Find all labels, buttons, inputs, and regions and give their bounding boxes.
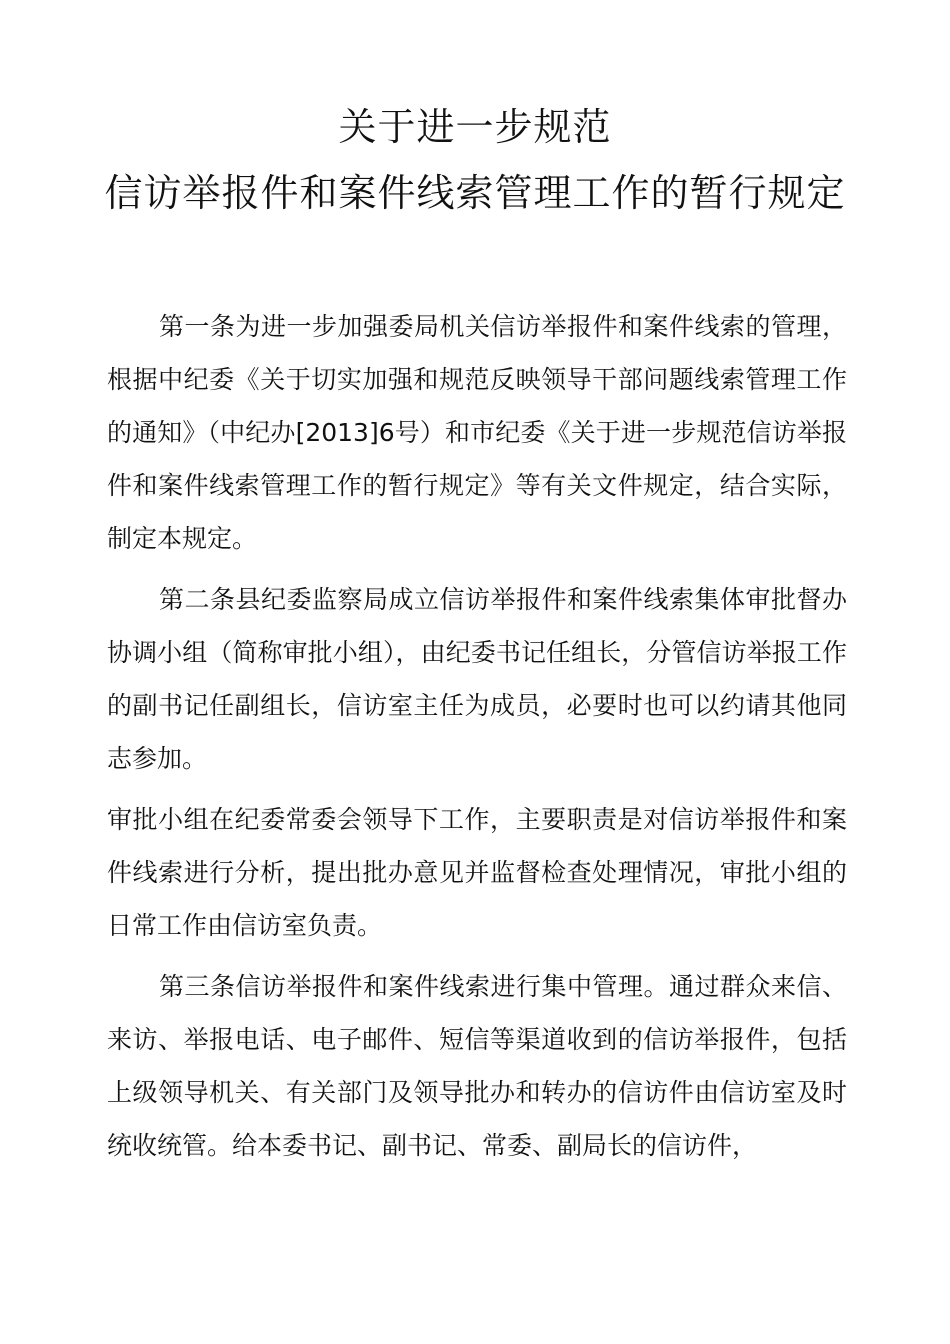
document-title <box>0 105 950 215</box>
paragraph-article-2: 第二条县纪委监察局成立信访举报件和案件线索集体审批督办协调小组（简称审批小组），由纪委书记任组长，分管信访举报工作的副书记任副组长，信访室主任为成员，必要时也可以约请其他同志参加。 <box>107 585 847 773</box>
paragraph-approval-group-duties: 审批小组在纪委常委会领导下工作，主要职责是对信访举报件和案件线索进行分析，提出批办意见并监督检查处理情况，审批小组的日常工作由信访室负责。 <box>107 805 847 940</box>
title-line-2: 信访举报件和案件线索管理工作的暂行规定 <box>104 171 846 215</box>
paragraph-article-1: 第一条为进一步加强委局机关信访举报件和案件线索的管理，根据中纪委《关于切实加强和规范反映领导干部问题线索管理工作的通知》（中纪办[2013]6号）和市纪委《关于进一步规范信访举报件和案件线索管理工作的暂行规定》等有关文件规定，结合实际，制定本规定。 <box>107 312 847 553</box>
document-body <box>107 300 847 1180</box>
paragraph-article-3: 第三条信访举报件和案件线索进行集中管理。通过群众来信、来访、举报电话、电子邮件、短信等渠道收到的信访举报件，包括上级领导机关、有关部门及领导批办和转办的信访件由信访室及时统收统管。给本委书记、副书记、常委、副局长的信访件， <box>107 972 847 1160</box>
title-line-1: 关于进一步规范 <box>338 105 612 149</box>
